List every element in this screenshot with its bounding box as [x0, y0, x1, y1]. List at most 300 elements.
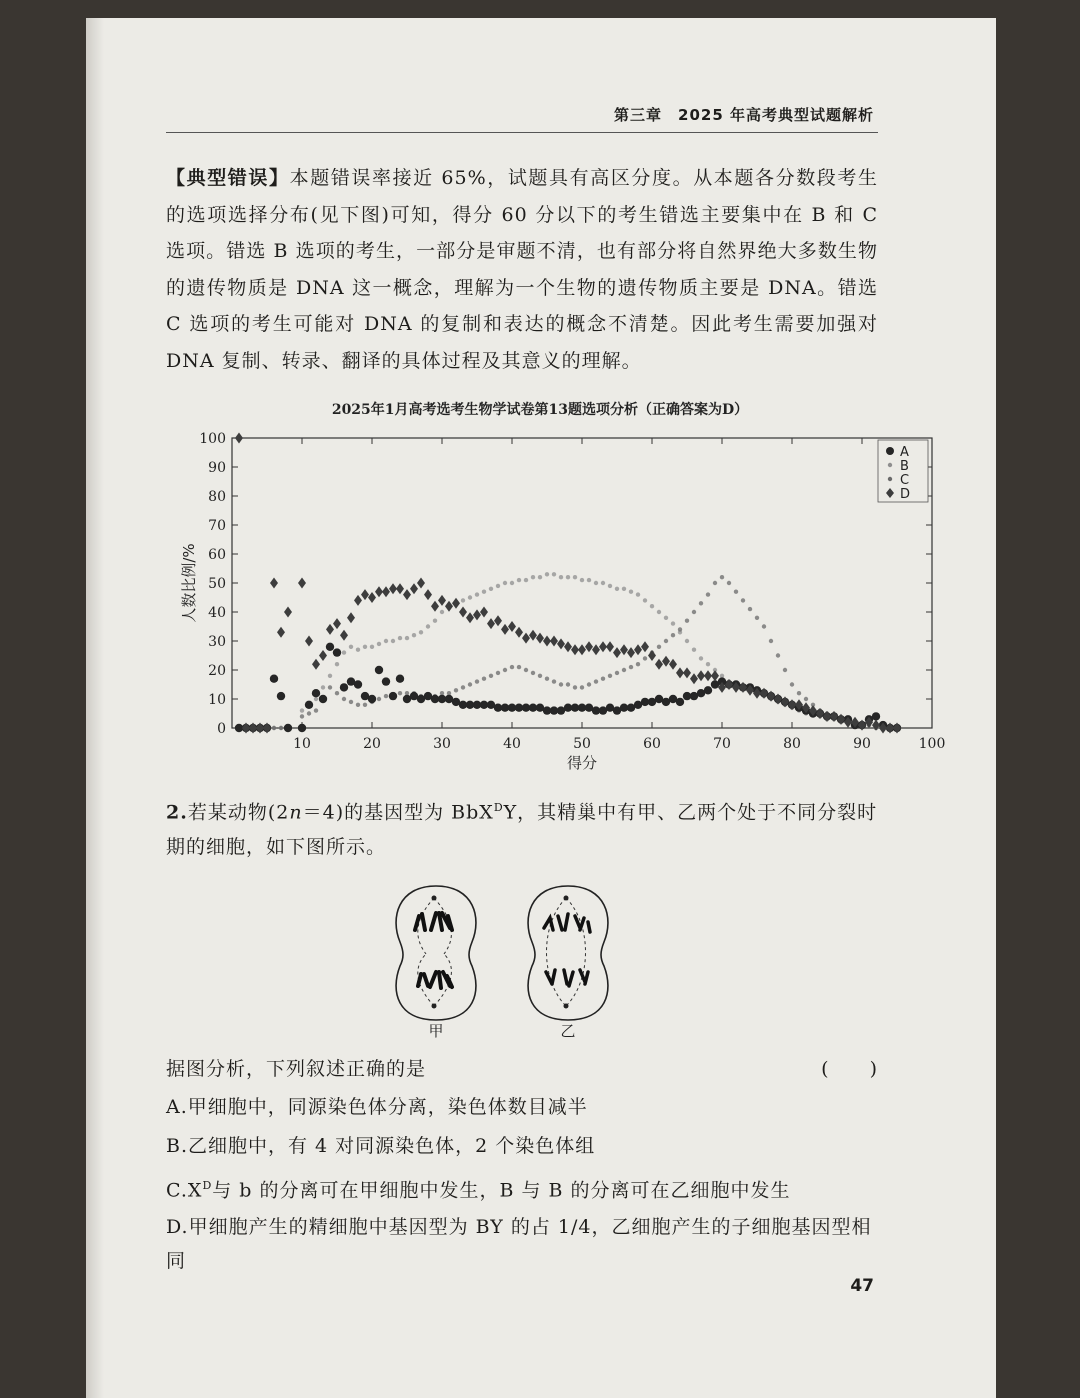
- option-analysis-chart: [120, 400, 960, 784]
- point-d: [480, 607, 488, 618]
- point-c: [643, 656, 647, 660]
- point-d: [564, 641, 572, 652]
- point-c: [573, 685, 577, 689]
- point-d: [711, 670, 719, 681]
- point-c: [706, 592, 710, 596]
- option-superscript: D: [202, 1179, 213, 1192]
- stem-superscript: D: [493, 801, 504, 814]
- header-rule: [166, 132, 878, 133]
- point-d: [326, 624, 334, 635]
- cell-label-jia: 甲: [428, 1022, 444, 1040]
- point-d: [893, 723, 901, 734]
- point-c: [699, 601, 703, 605]
- point-c: [783, 668, 787, 672]
- point-c: [447, 691, 451, 695]
- legend-marker-a: [886, 447, 894, 455]
- point-d: [501, 624, 509, 635]
- x-tick-label: 100: [918, 736, 946, 752]
- point-c: [629, 665, 633, 669]
- point-c: [307, 711, 311, 715]
- point-b: [370, 645, 374, 649]
- point-d: [669, 659, 677, 670]
- x-tick-label: 40: [503, 736, 521, 752]
- point-d: [487, 618, 495, 629]
- point-c: [349, 700, 353, 704]
- point-c: [762, 624, 766, 628]
- cell-label-yi: 乙: [560, 1022, 576, 1040]
- point-d: [823, 711, 831, 722]
- stem-n-symbol: n: [289, 801, 303, 824]
- point-b: [706, 662, 710, 666]
- point-d: [788, 699, 796, 710]
- point-d: [312, 659, 320, 670]
- point-a: [676, 698, 684, 706]
- option-text: 甲细胞中，同源染色体分离，染色体数目减半: [187, 1096, 588, 1118]
- chart-title: 2025年1月高考选考生物学试卷第13题选项分析（正确答案为D）: [331, 402, 749, 418]
- point-d: [704, 670, 712, 681]
- point-c: [531, 671, 535, 675]
- point-c: [475, 679, 479, 683]
- option-text: 乙细胞中，有 4 对同源染色体，2 个染色体组: [188, 1135, 596, 1157]
- point-b: [419, 630, 423, 634]
- point-d: [641, 641, 649, 652]
- point-d: [277, 627, 285, 638]
- point-c: [440, 691, 444, 695]
- point-c: [776, 653, 780, 657]
- cell-yi: [528, 886, 608, 1020]
- question-number: 2.: [166, 801, 188, 824]
- x-tick-label: 20: [363, 736, 381, 752]
- options-list: [166, 1088, 878, 1278]
- point-d: [578, 644, 586, 655]
- cell-yi-centrosome: [564, 1004, 569, 1009]
- point-b: [594, 581, 598, 585]
- cell-yi-spindle: [547, 898, 586, 1006]
- question-stem: [166, 790, 878, 865]
- option-text-part1: X: [187, 1179, 203, 1202]
- point-b: [559, 575, 563, 579]
- point-c: [468, 682, 472, 686]
- point-d: [655, 659, 663, 670]
- point-b: [314, 697, 318, 701]
- point-b: [538, 575, 542, 579]
- point-d: [543, 636, 551, 647]
- point-a: [319, 695, 327, 703]
- point-c: [559, 682, 563, 686]
- point-b: [608, 584, 612, 588]
- point-b: [391, 639, 395, 643]
- point-b: [300, 708, 304, 712]
- point-c: [748, 607, 752, 611]
- x-tick-label: 30: [433, 736, 451, 752]
- x-tick-label: 80: [783, 736, 801, 752]
- point-d: [270, 578, 278, 589]
- point-d: [249, 723, 257, 734]
- point-d: [347, 612, 355, 623]
- option-label: A.: [166, 1096, 188, 1118]
- point-d: [459, 607, 467, 618]
- point-a: [298, 724, 306, 732]
- page-number: 47: [850, 1276, 874, 1296]
- point-d: [816, 708, 824, 719]
- point-d: [235, 433, 243, 444]
- point-d: [613, 647, 621, 658]
- point-c: [545, 677, 549, 681]
- point-d: [452, 598, 460, 609]
- point-b: [496, 584, 500, 588]
- point-b: [531, 575, 535, 579]
- point-b: [398, 636, 402, 640]
- point-c: [510, 665, 514, 669]
- chart-legend: [878, 440, 928, 502]
- point-c: [713, 581, 717, 585]
- point-d: [627, 647, 635, 658]
- point-c: [685, 619, 689, 623]
- point-c: [657, 645, 661, 649]
- point-c: [454, 688, 458, 692]
- point-b: [356, 648, 360, 652]
- point-d: [571, 644, 579, 655]
- point-d: [536, 633, 544, 644]
- point-b: [335, 662, 339, 666]
- y-tick-label: 70: [208, 518, 226, 534]
- point-d: [767, 691, 775, 702]
- point-b: [720, 674, 724, 678]
- y-tick-label: 100: [199, 431, 226, 447]
- point-c: [517, 665, 521, 669]
- point-b: [587, 578, 591, 582]
- point-a: [396, 675, 404, 683]
- point-b: [517, 578, 521, 582]
- point-c: [755, 616, 759, 620]
- point-b: [545, 572, 549, 576]
- point-c: [727, 581, 731, 585]
- point-d: [781, 696, 789, 707]
- option-label: B.: [166, 1135, 189, 1157]
- x-tick-label: 50: [573, 736, 591, 752]
- point-c: [636, 662, 640, 666]
- cell-yi-membrane: [528, 886, 608, 1020]
- point-d: [697, 670, 705, 681]
- point-d: [508, 621, 516, 632]
- answer-parentheses: ( ): [821, 1058, 878, 1080]
- point-d: [725, 679, 733, 690]
- point-d: [620, 644, 628, 655]
- point-b: [573, 575, 577, 579]
- point-d: [431, 601, 439, 612]
- point-b: [510, 581, 514, 585]
- point-a: [872, 712, 880, 720]
- legend-marker-b: [888, 463, 892, 467]
- point-a: [375, 666, 383, 674]
- point-d: [662, 656, 670, 667]
- legend-label-c: C: [900, 473, 910, 488]
- point-d: [606, 641, 614, 652]
- point-d: [403, 589, 411, 600]
- point-d: [389, 583, 397, 594]
- point-c: [664, 639, 668, 643]
- point-b: [552, 572, 556, 576]
- point-c: [678, 627, 682, 631]
- point-b: [440, 610, 444, 614]
- question-prompt: [166, 1054, 878, 1081]
- point-d: [760, 688, 768, 699]
- point-d: [690, 673, 698, 684]
- point-c: [300, 714, 304, 718]
- running-head: 第三章 2025 年高考典型试题解析: [614, 106, 874, 124]
- point-c: [356, 703, 360, 707]
- point-c: [797, 691, 801, 695]
- point-b: [685, 639, 689, 643]
- x-tick-label: 70: [713, 736, 731, 752]
- option-a: [166, 1088, 878, 1127]
- legend-label-d: D: [900, 487, 911, 502]
- point-b: [524, 578, 528, 582]
- point-a: [368, 695, 376, 703]
- point-c: [496, 671, 500, 675]
- point-d: [837, 714, 845, 725]
- data-points: [235, 433, 901, 734]
- point-b: [671, 621, 675, 625]
- point-b: [461, 598, 465, 602]
- point-d: [417, 578, 425, 589]
- point-c: [314, 708, 318, 712]
- point-c: [398, 691, 402, 695]
- point-a: [305, 701, 313, 709]
- point-b: [580, 578, 584, 582]
- point-b: [622, 587, 626, 591]
- point-b: [615, 587, 619, 591]
- cell-jia-membrane: [396, 886, 476, 1020]
- stem-text-part3: Y，其精巢中有甲、乙两个处于不同分裂时期的细胞，如下图所示。: [166, 801, 878, 859]
- x-tick-label: 10: [293, 736, 311, 752]
- point-b: [426, 624, 430, 628]
- x-axis-label: 得分: [566, 754, 598, 772]
- point-b: [384, 639, 388, 643]
- point-d: [319, 650, 327, 661]
- point-d: [683, 667, 691, 678]
- y-tick-label: 20: [208, 663, 226, 679]
- point-c: [524, 668, 528, 672]
- point-c: [489, 674, 493, 678]
- point-d: [634, 644, 642, 655]
- legend-label-b: B: [900, 459, 909, 474]
- y-tick-label: 10: [208, 692, 226, 708]
- point-a: [277, 692, 285, 700]
- y-tick-label: 30: [208, 634, 226, 650]
- point-d: [333, 618, 341, 629]
- point-b: [664, 616, 668, 620]
- point-a: [333, 648, 341, 656]
- point-d: [774, 694, 782, 705]
- option-label: D.: [166, 1216, 189, 1239]
- point-d: [445, 601, 453, 612]
- cell-jia-centrosome: [432, 896, 437, 901]
- point-b: [321, 685, 325, 689]
- plot-frame: [232, 438, 932, 728]
- prompt-text: 据图分析，下列叙述正确的是: [166, 1058, 427, 1080]
- point-b: [349, 645, 353, 649]
- point-b: [475, 592, 479, 596]
- point-a: [382, 677, 390, 685]
- point-d: [354, 595, 362, 606]
- cell-diagrams: [386, 880, 646, 1044]
- point-d: [676, 667, 684, 678]
- point-d: [466, 612, 474, 623]
- point-b: [643, 598, 647, 602]
- point-d: [585, 641, 593, 652]
- point-b: [657, 610, 661, 614]
- point-d: [256, 723, 264, 734]
- point-d: [550, 636, 558, 647]
- point-b: [650, 604, 654, 608]
- point-d: [648, 650, 656, 661]
- x-tick-label: 90: [853, 736, 871, 752]
- cell-yi-centrosome: [564, 896, 569, 901]
- point-c: [335, 691, 339, 695]
- point-c: [342, 697, 346, 701]
- point-d: [739, 682, 747, 693]
- point-a: [354, 680, 362, 688]
- y-tick-label: 40: [208, 605, 226, 621]
- option-label: C.: [166, 1179, 188, 1202]
- y-tick-label: 80: [208, 489, 226, 505]
- point-a: [704, 686, 712, 694]
- point-b: [377, 642, 381, 646]
- point-a: [389, 692, 397, 700]
- point-c: [405, 691, 409, 695]
- point-c: [328, 685, 332, 689]
- option-b: [166, 1127, 878, 1166]
- point-b: [405, 636, 409, 640]
- y-tick-label: 50: [208, 576, 226, 592]
- point-c: [279, 726, 283, 730]
- point-d: [340, 630, 348, 641]
- cell-yi-chromosomes-bottom: [546, 970, 588, 986]
- point-c: [587, 682, 591, 686]
- cell-jia-chromosomes-top: [415, 913, 452, 930]
- point-d: [305, 636, 313, 647]
- legend-label-a: A: [900, 445, 909, 460]
- point-c: [461, 685, 465, 689]
- point-c: [804, 697, 808, 701]
- point-b: [566, 575, 570, 579]
- point-d: [298, 578, 306, 589]
- stem-text-part1: 若某动物(2: [187, 801, 290, 824]
- point-c: [538, 674, 542, 678]
- point-c: [601, 677, 605, 681]
- point-b: [412, 633, 416, 637]
- point-b: [468, 595, 472, 599]
- point-d: [473, 609, 481, 620]
- point-c: [552, 679, 556, 683]
- point-d: [872, 720, 880, 731]
- point-c: [741, 598, 745, 602]
- point-c: [363, 703, 367, 707]
- point-d: [494, 615, 502, 626]
- point-c: [580, 685, 584, 689]
- point-b: [489, 587, 493, 591]
- point-b: [482, 590, 486, 594]
- stem-text-part2: ＝4)的基因型为 BbX: [302, 801, 494, 824]
- error-analysis-text: 本题错误率接近 65%，试题具有高区分度。从本题各分数段考生的选项选择分布(见下图)可知，得分 60 分以下的考生错选主要集中在 B 和 C 选项。错选 B 选项的考生，一部分是审题不清，也有部分将自然界绝大多数生物的遗传物质是 DNA 这一概念，理解为一个生物的遗传物质主要是 DNA。错选 C 选项的考生可能对 DNA 的复制和表达的概念不清楚。因此考生需要加强对 DNA 复制、转录、翻译的具体过程及其意义的理解。: [166, 167, 878, 372]
- point-b: [629, 590, 633, 594]
- y-axis-label: 人数比例/%: [180, 543, 198, 623]
- point-b: [601, 581, 605, 585]
- point-c: [594, 679, 598, 683]
- cell-jia: [396, 886, 476, 1020]
- point-d: [858, 720, 866, 731]
- option-c: [166, 1166, 878, 1210]
- cell-jia-chromosomes-bottom: [418, 972, 452, 988]
- point-b: [328, 674, 332, 678]
- legend-marker-c: [888, 477, 892, 481]
- point-d: [263, 723, 271, 734]
- point-d: [424, 589, 432, 600]
- point-d: [886, 723, 894, 734]
- point-d: [557, 638, 565, 649]
- option-d: [166, 1210, 878, 1278]
- y-tick-label: 60: [208, 547, 226, 563]
- point-a: [270, 675, 278, 683]
- point-d: [529, 630, 537, 641]
- point-d: [438, 595, 446, 606]
- point-c: [671, 633, 675, 637]
- point-b: [503, 581, 507, 585]
- book-page: [86, 18, 996, 1398]
- point-b: [363, 645, 367, 649]
- x-tick-label: 60: [643, 736, 661, 752]
- point-d: [592, 644, 600, 655]
- point-a: [326, 643, 334, 651]
- point-c: [482, 677, 486, 681]
- cell-diagram-svg: [386, 880, 646, 1040]
- point-a: [284, 724, 292, 732]
- cell-yi-chromosomes-top: [544, 914, 590, 932]
- option-text-part2: 与 b 的分离可在甲细胞中发生，B 与 B 的分离可在乙细胞中发生: [212, 1179, 791, 1202]
- point-d: [522, 633, 530, 644]
- y-tick-label: 90: [208, 460, 226, 476]
- point-d: [382, 586, 390, 597]
- point-d: [284, 607, 292, 618]
- point-d: [515, 627, 523, 638]
- point-d: [410, 583, 418, 594]
- point-d: [242, 723, 250, 734]
- point-c: [608, 674, 612, 678]
- point-b: [699, 656, 703, 660]
- point-c: [734, 590, 738, 594]
- point-b: [692, 648, 696, 652]
- point-c: [272, 726, 276, 730]
- point-c: [622, 668, 626, 672]
- point-c: [692, 610, 696, 614]
- cell-jia-centrosome: [432, 1004, 437, 1009]
- chart-svg: [120, 400, 960, 780]
- point-c: [503, 668, 507, 672]
- point-d: [599, 641, 607, 652]
- point-c: [720, 575, 724, 579]
- point-d: [830, 711, 838, 722]
- point-d: [375, 586, 383, 597]
- point-c: [615, 671, 619, 675]
- point-c: [790, 682, 794, 686]
- error-analysis-tag: 【典型错误】: [166, 167, 290, 189]
- y-tick-label: 0: [217, 721, 226, 737]
- point-b: [433, 619, 437, 623]
- point-c: [566, 682, 570, 686]
- point-b: [342, 650, 346, 654]
- point-c: [769, 639, 773, 643]
